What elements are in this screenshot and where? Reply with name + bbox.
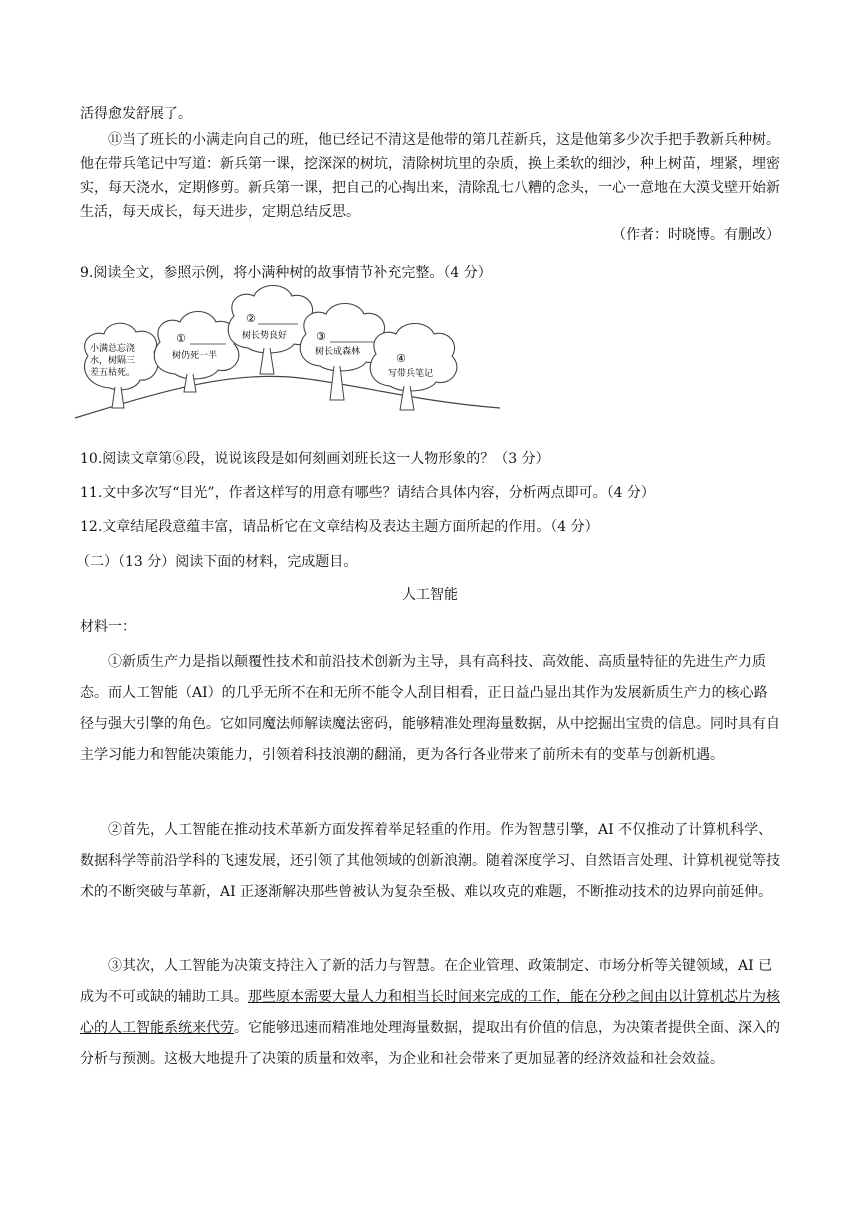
question-10: 10.阅读文章第⑥段，说说该段是如何刻画刘班长这一人物形象的？（3 分） <box>80 451 550 467</box>
tree-5-num: ④ <box>396 352 406 365</box>
material-1-label: 材料一： <box>80 619 136 635</box>
question-9: 9.阅读全文，参照示例，将小满种树的故事情节补充完整。（4 分） <box>80 265 492 281</box>
tree-4-text: 树长成森林 <box>315 347 361 357</box>
tree-1-line-2: 水，树隔三 <box>90 356 136 366</box>
question-12: 12.文章结尾段意蕴丰富，请品析它在文章结构及表达主题方面所起的作用。（4 分） <box>80 519 599 535</box>
tree-4-num: ③ <box>316 330 326 343</box>
section-2-title: 人工智能 <box>402 587 458 603</box>
section-2-intro: （二）（13 分）阅读下面的材料，完成题目。 <box>76 554 358 570</box>
tree-5-text: 写带兵笔记 <box>388 369 434 379</box>
material-paragraph-1: ①新质生产力是指以颠覆性技术和前沿技术创新为主导，具有高科技、高效能、高质量特征的先进生产力质态。而人工智能（AI）的几乎无所不在和无所不能令人刮目相看，正日益凸显出其作为发展新质生产力的核心路径与强大引擎的角色。它如同魔法师解读魔法密码，能够精准处理海量数据，从中挖掘出宝贵的信息。同时具有自主学习能力和智能决策能力，引领着科技浪潮的翻涌，更为各行各业带来了前所未有的变革与创新机遇。 <box>80 654 780 763</box>
question-11: 11.文中多次写“目光”，作者这样写的用意有哪些？请结合具体内容，分析两点即可。（4 分） <box>80 485 655 501</box>
tree-3-num: ② <box>246 312 256 325</box>
tree-3-text: 树长势良好 <box>242 331 288 341</box>
tree-2-num: ① <box>176 332 186 345</box>
paragraph-3-underlined: 那些原本需要大量人力和相当长时间来完成的工作，能在分秒之间由以计算机芯片为核心的人工智能系统来代劳 <box>80 989 780 1036</box>
material-paragraph-3 <box>80 951 780 1075</box>
tree-2-text: 树仍死一半 <box>172 351 218 361</box>
paragraph-3-start: ③其次，人工智能为决策支持注入了新的活力与智慧。在企业管理、政策制定、市场分析等关键领域，AI 已成为不可或缺的辅助工具。 <box>80 958 773 1005</box>
material-paragraph-2: ②首先，人工智能在推动技术革新方面发挥着举足轻重的作用。作为智慧引擎，AI 不仅推动了计算机科学、数据科学等前沿学科的飞速发展，还引领了其他领域的创新浪潮。随着深度学习、自然语言处理、计算机视觉等技术的不断突破与革新，AI 正逐渐解决那些曾被认为复杂至极、难以攻克的难题，不断推动技术的边界向前延伸。 <box>80 822 780 900</box>
tree-1-line-1: 小满总忘浇 <box>90 344 136 354</box>
continued-line: 活得愈发舒展了。 <box>80 106 192 122</box>
tree-4 <box>300 304 387 401</box>
author-note: （作者：时晓博。有删改） <box>612 227 780 243</box>
paragraph-3-end: 。它能够迅速而精准地处理海量数据，提取出有价值的信息，为决策者提供全面、深入的分析与预测。这极大地提升了决策的质量和效率，为企业和社会带来了更加显著的经济效益和社会效益。 <box>80 1020 780 1067</box>
plot-diagram <box>0 282 860 442</box>
tree-1-line-3: 差五枯死。 <box>90 368 136 378</box>
tree-3 <box>228 286 315 375</box>
tree-1 <box>84 323 158 408</box>
paragraph-11: ⑪当了班长的小满走向自己的班，他已经记不清这是他带的第几茬新兵，这是他第多少次手把手教新兵种树。他在带兵笔记中写道：新兵第一课，挖深深的树坑，清除树坑里的杂质，换上柔软的细沙，种上树苗，埋紧，埋密实，每天浇水，定期修剪。新兵第一课，把自己的心掏出来，清除乱七八糟的念头，一心一意地在大漠戈壁开始新生活，每天成长，每天进步，定期总结反思。 <box>80 132 780 220</box>
